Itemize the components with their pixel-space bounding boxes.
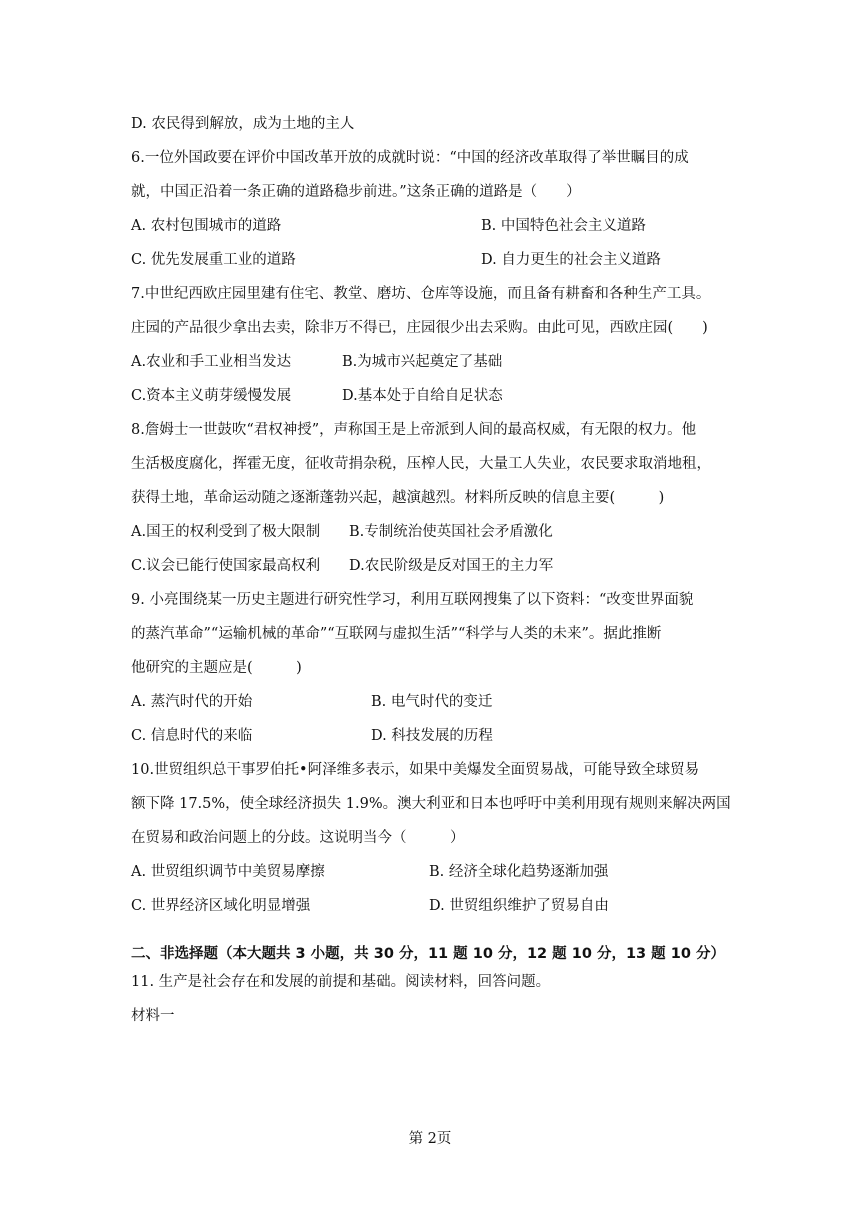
section-2-heading: 二、非选择题（本大题共 3 小题，共 30 分，11 题 10 分，12 题 10 分，13 题 10 分） (131, 946, 725, 962)
q7-option-d: D.基本处于自给自足状态 (342, 388, 503, 404)
q8-stem-line2: 生活极度腐化，挥霍无度，征收苛捐杂税，压榨人民，大量工人失业，农民要求取消地租， (131, 456, 711, 472)
q6-stem-line1: 6.一位外国政要在评价中国改革开放的成就时说：“中国的经济改革取得了举世瞩目的成 (131, 150, 689, 166)
q10-option-b: B. 经济全球化趋势逐渐加强 (429, 864, 609, 880)
q10-stem-line2: 额下降 17.5%，使全球经济损失 1.9%。澳大利亚和日本也呼吁中美利用现有规则来解决两国 (131, 796, 731, 812)
q8-option-b: B.专制统治使英国社会矛盾激化 (349, 524, 553, 540)
q8-option-c: C.议会已能行使国家最高权利 (131, 558, 321, 574)
q10-option-a: A. 世贸组织调节中美贸易摩擦 (131, 864, 325, 880)
q9-option-a: A. 蒸汽时代的开始 (131, 694, 253, 710)
q8-option-d: D.农民阶级是反对国王的主力军 (349, 558, 554, 574)
q10-option-d: D. 世贸组织维护了贸易自由 (429, 898, 609, 914)
q8-stem-line1: 8.詹姆士一世鼓吹“君权神授”，声称国王是上帝派到人间的最高权威，有无限的权力。他 (131, 422, 697, 438)
q6-option-a: A. 农村包围城市的道路 (131, 218, 282, 234)
q7-option-a: A.农业和手工业相当发达 (131, 354, 292, 370)
q11-stem: 11. 生产是社会存在和发展的前提和基础。阅读材料，回答问题。 (131, 974, 551, 990)
material-one-label: 材料一 (131, 1008, 175, 1024)
q8-option-a: A.国王的权利受到了极大限制 (131, 524, 321, 540)
q6-option-b: B. 中国特色社会主义道路 (481, 218, 646, 234)
q9-option-d: D. 科技发展的历程 (371, 728, 493, 744)
q6-option-c: C. 优先发展重工业的道路 (131, 252, 296, 268)
q6-stem-line2: 就，中国正沿着一条正确的道路稳步前进。”这条正确的道路是（ ） (131, 184, 581, 200)
q9-option-b: B. 电气时代的变迁 (371, 694, 493, 710)
q10-stem-line1: 10.世贸组织总干事罗伯托•阿泽维多表示，如果中美爆发全面贸易战，可能导致全球贸易 (131, 762, 700, 778)
q9-option-c: C. 信息时代的来临 (131, 728, 253, 744)
q8-stem-line3: 获得土地，革命运动随之逐渐蓬勃兴起，越演越烈。材料所反映的信息主要( ) (131, 490, 665, 506)
q5-option-d: D. 农民得到解放，成为土地的主人 (131, 116, 355, 132)
page-number: 第 2页 (408, 1131, 452, 1147)
q10-option-c: C. 世界经济区域化明显增强 (131, 898, 311, 914)
q9-stem-line2: 的蒸汽革命”“运输机械的革命”“互联网与虚拟生活”“科学与人类的未来”。据此推断 (131, 626, 662, 642)
q7-stem-line2: 庄园的产品很少拿出去卖，除非万不得已，庄园很少出去采购。由此可见，西欧庄园( ) (131, 320, 708, 336)
q10-stem-line3: 在贸易和政治问题上的分歧。这说明当今（ ） (131, 830, 465, 846)
q9-stem-line1: 9. 小亮围绕某一历史主题进行研究性学习，利用互联网搜集了以下资料：“改变世界面貌 (131, 592, 694, 608)
q7-option-b: B.为城市兴起奠定了基础 (342, 354, 503, 370)
q7-stem-line1: 7.中世纪西欧庄园里建有住宅、教堂、磨坊、仓库等设施，而且备有耕畜和各种生产工具。 (131, 286, 711, 302)
q7-option-c: C.资本主义萌芽缓慢发展 (131, 388, 292, 404)
q9-stem-line3: 他研究的主题应是( ) (131, 660, 302, 676)
q6-option-d: D. 自力更生的社会主义道路 (481, 252, 661, 268)
